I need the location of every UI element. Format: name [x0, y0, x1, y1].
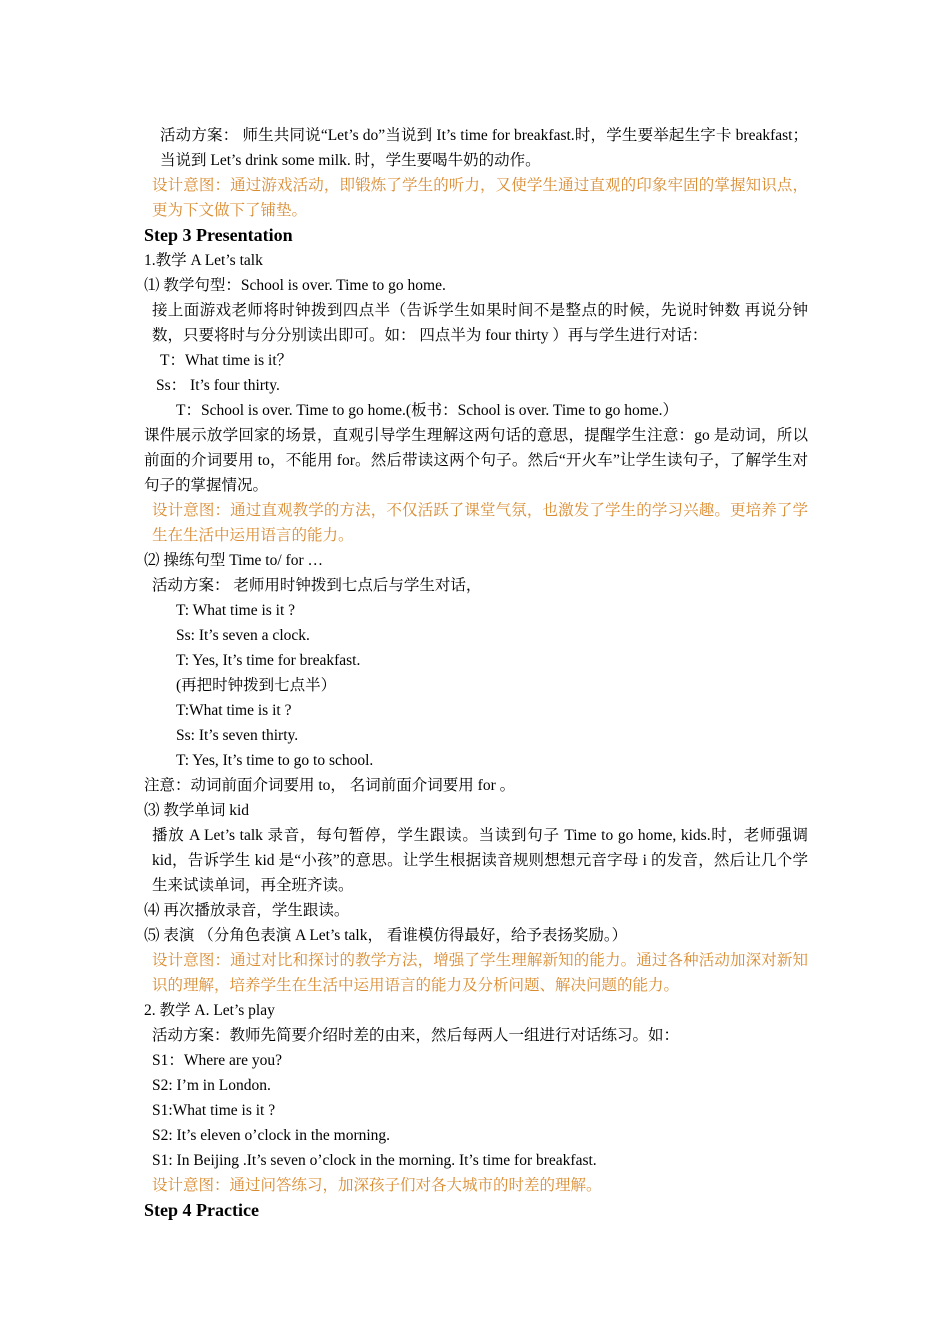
dialogue-line: Ss: It’s seven a clock. [176, 627, 310, 644]
dialogue-line: S1:What time is it ? [152, 1102, 276, 1119]
activity-plan-time-difference: 活动方案：教师先简要介绍时差的由来，然后每两人一组进行对话练习。如： [152, 1027, 680, 1044]
dialogue-line: S2: I’m in London. [152, 1077, 271, 1094]
dialogue-line: T:What time is it ? [176, 702, 292, 719]
document-body [144, 123, 808, 1223]
dialogue-line: T: What time is it ? [176, 602, 296, 619]
sentence-pattern-item: ⑴ 教学句型：School is over. Time to go home. [144, 277, 446, 294]
step4-heading: Step 4 Practice [144, 1200, 259, 1220]
preposition-note: 注意：动词前面介词要用 to， 名词前面介词要用 for 。 [144, 777, 516, 794]
section-a-lets-play: 2. 教学 A. Let’s play [144, 1002, 275, 1019]
dialogue-line: Ss： It’s four thirty. [156, 377, 280, 394]
design-intent-1: 设计意图：通过游戏活动，即锻炼了学生的听力，又使学生通过直观的印象牢固的掌握知识点，更为下文做下了铺垫。 [152, 177, 808, 219]
step3-heading: Step 3 Presentation [144, 225, 293, 245]
dialogue-line: S1：Where are you? [152, 1052, 282, 1069]
practice-pattern-item: ⑵ 操练句型 Time to/ for … [144, 552, 323, 569]
performance-item: ⑸ 表演 （分角色表演 A Let’s talk， 看谁模仿得最好，给予表扬奖励。） [144, 927, 628, 944]
section-a-lets-talk: 1.教学 A Let’s talk [144, 252, 263, 269]
dialogue-line: T: Yes, It’s time to go to school. [176, 752, 374, 769]
dialogue-line: T：What time is it？ [160, 352, 293, 369]
dialogue-line: T：School is over. Time to go home.(板书：School is over. Time to go home.） [176, 402, 679, 419]
design-intent-3: 设计意图：通过对比和探讨的教学方法，增强了学生理解新知的能力。通过各种活动加深对新知识的理解，培养学生在生活中运用语言的能力及分析问题、解决问题的能力。 [152, 952, 808, 994]
word-kid-item: ⑶ 教学单词 kid [144, 802, 250, 819]
dialogue-note: (再把时钟拨到七点半） [176, 677, 337, 694]
design-intent-4: 设计意图：通过问答练习，加深孩子们对各大城市的时差的理解。 [152, 1177, 602, 1194]
courseware-explanation: 课件展示放学回家的场景，直观引导学生理解这两句话的意思，提醒学生注意：go 是动词，所以前面的介词要用 to，不能用 for。然后带读这两个句子。然后“开火车”让学生读句子，了解学生对句子的掌握情况。 [144, 427, 808, 494]
design-intent-2: 设计意图：通过直观教学的方法，不仅活跃了课堂气氛，也激发了学生的学习兴趣。更培养了学生在生活中运用语言的能力。 [152, 502, 808, 544]
dialogue-line: S2: It’s eleven o’clock in the morning. [152, 1127, 391, 1144]
dialogue-line: T: Yes, It’s time for breakfast. [176, 652, 361, 669]
dialogue-line: S1: In Beijing .It’s seven o’clock in the morning. It’s time for breakfast. [152, 1152, 597, 1169]
clock-explanation: 接上面游戏老师将时钟拨到四点半（告诉学生如果时间不是整点的时候，先说时钟数 再说分钟数，只要将时与分分别读出即可。如： 四点半为 four thirty ）再与学生进行对话： [152, 302, 808, 344]
activity-plan-clock: 活动方案： 老师用时钟拨到七点后与学生对话， [152, 577, 482, 594]
replay-item: ⑷ 再次播放录音，学生跟读。 [144, 902, 350, 919]
activity-plan-lets-do: 活动方案： 师生共同说“Let’s do”当说到 It’s time for breakfast.时，学生要举起生字卡 breakfast； 当说到 Let’s drink some milk. 时，学生要喝牛奶的动作。 [160, 127, 808, 169]
recording-explanation: 播放 A Let’s talk 录音，每句暂停，学生跟读。当读到句子 Time to go home, kids.时，老师强调 kid，告诉学生 kid 是“小孩”的意思。让学生根据读音规则想想元音字母 i 的发音，然后让几个学生来试读单词，再全班齐读。 [152, 827, 808, 894]
dialogue-line: Ss: It’s seven thirty. [176, 727, 299, 744]
